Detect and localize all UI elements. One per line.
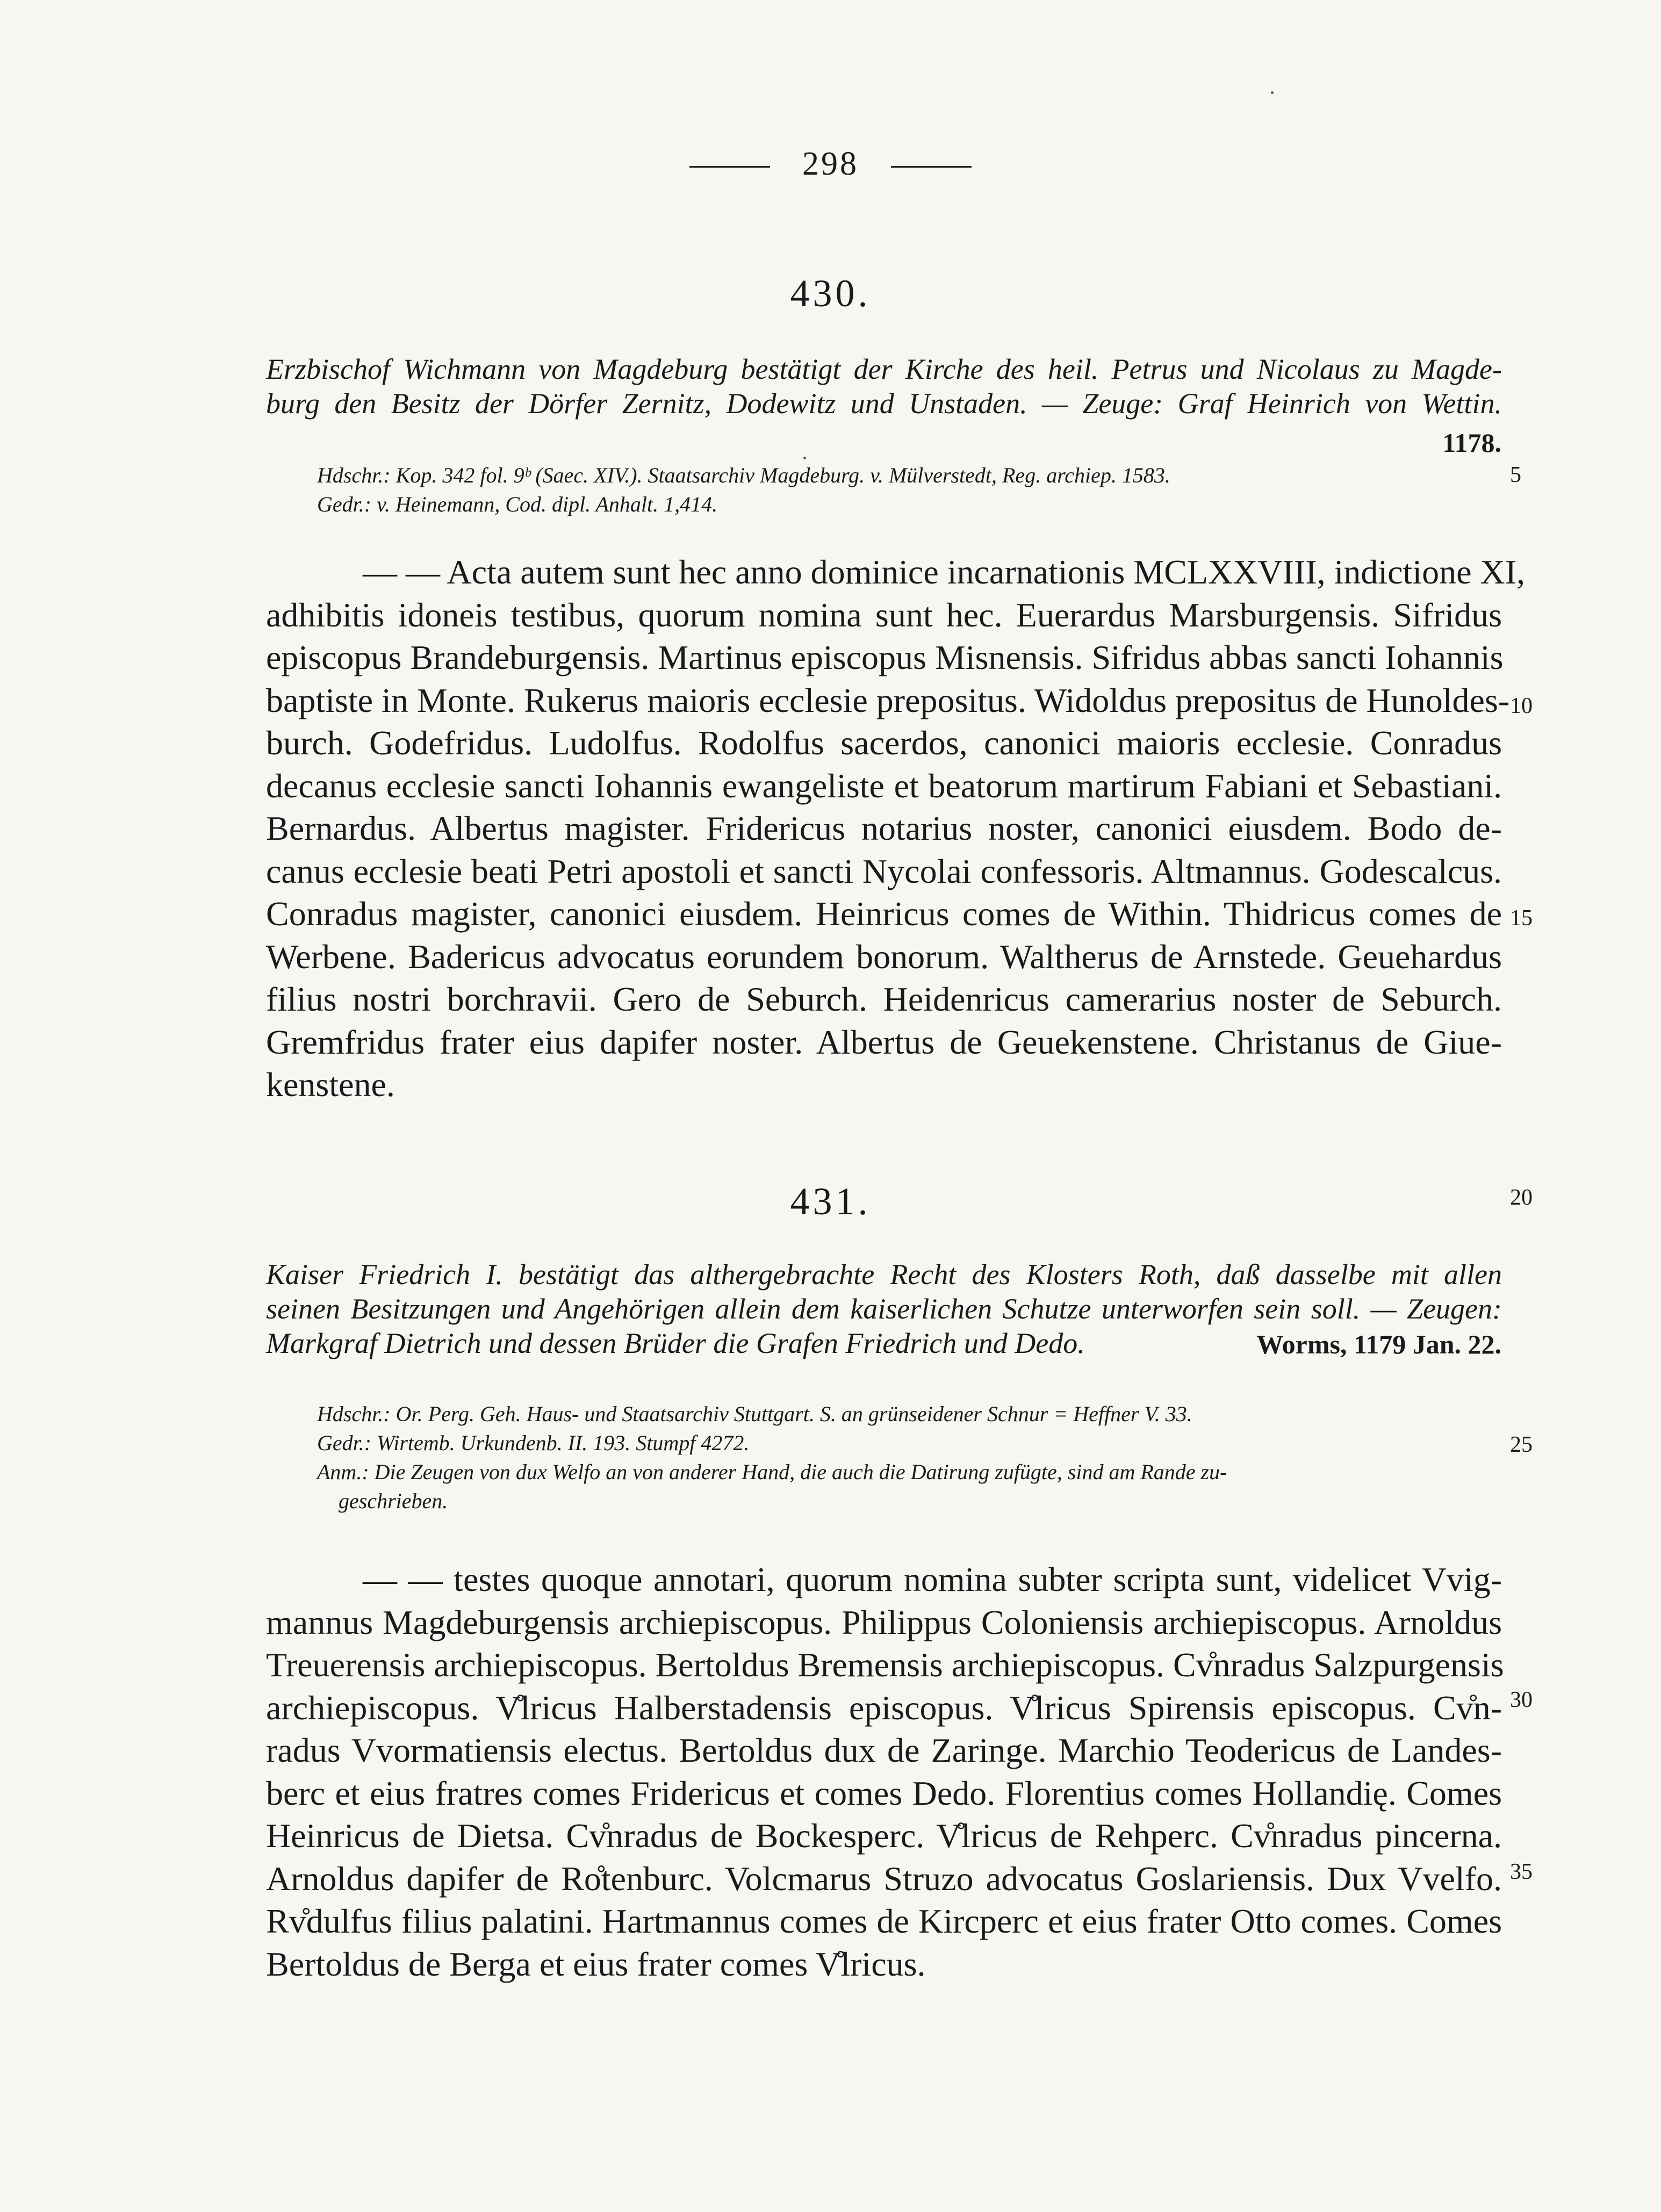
- text-line: archiepiscopus. V̊lricus Halberstadensis episcopus. V̊lricus Spirensis episcopus. Cv̊n-: [266, 1688, 1502, 1727]
- text-line: — — Acta autem sunt hec anno dominice incarnationis MCLXXVIII, indictione XI,: [363, 553, 1526, 591]
- text-line: Bertoldus de Berga et eius frater comes V̊lricus.: [266, 1944, 926, 1983]
- margin-line-number: 20: [1510, 1185, 1533, 1210]
- text-line: Bernardus. Albertus magister. Fridericus notarius noster, canonici eiusdem. Bodo de-: [266, 809, 1502, 847]
- entry-431-sources: [317, 1400, 1499, 1516]
- text-line: Arnoldus dapifer de Ro̊tenburc. Volcmarus Struzo advocatus Goslariensis. Dux Vvelfo.: [266, 1859, 1502, 1898]
- page-number: 298: [802, 146, 859, 182]
- text-line: decanus ecclesie sancti Iohannis ewangeliste et beatorum martirum Fabiani et Sebastiani.: [266, 766, 1502, 805]
- source-line: Hdschr.: Kop. 342 fol. 9ᵇ (Saec. XIV.). Staatsarchiv Magdeburg. v. Mülverstedt, Reg. archiep. 1583.: [317, 463, 1170, 487]
- text-line: burch. Godefridus. Ludolfus. Rodolfus sacerdos, canonici maioris ecclesie. Conradus: [266, 724, 1502, 762]
- regest-line: Erzbischof Wichmann von Magdeburg bestätigt der Kirche des heil. Petrus und Nicolaus zu Magde-: [266, 353, 1502, 385]
- source-line: Hdschr.: Or. Perg. Geh. Haus- und Staatsarchiv Stuttgart. S. an grünseidener Schnur = Heffner V. 33.: [317, 1402, 1192, 1426]
- text-line: filius nostri borchravii. Gero de Seburch. Heidenricus camerarius noster de Seburch.: [266, 980, 1502, 1018]
- text-line: mannus Magdeburgensis archiepiscopus. Philippus Coloniensis archiepiscopus. Arnoldus: [266, 1603, 1502, 1641]
- text-line: episcopus Brandeburgensis. Martinus episcopus Misnensis. Sifridus abbas sancti Iohannis: [266, 638, 1504, 676]
- source-line: Gedr.: v. Heinemann, Cod. dipl. Anhalt. 1,414.: [317, 492, 718, 516]
- entry-431-date: Worms, 1179 Jan. 22.: [1256, 1329, 1501, 1359]
- source-line: Anm.: Die Zeugen von dux Welfo an von anderer Hand, die auch die Datirung zufügte, sind am Rande zu-: [317, 1460, 1227, 1484]
- margin-line-number: 5: [1510, 463, 1521, 487]
- text-line: berc et eius fratres comes Fridericus et comes Dedo. Florentius comes Hollandię. Comes: [266, 1774, 1502, 1812]
- regest-line: Kaiser Friedrich I. bestätigt das althergebrachte Recht des Klosters Roth, daß dasselbe mit allen: [266, 1258, 1502, 1291]
- margin-line-number: 15: [1510, 906, 1533, 931]
- page-header: [0, 145, 1661, 183]
- text-line: baptiste in Monte. Rukerus maioris ecclesie prepositus. Widoldus prepositus de Hunoldes-: [266, 681, 1510, 719]
- entry-number-430: 430.: [790, 272, 871, 315]
- margin-line-number: 10: [1510, 694, 1533, 718]
- text-line: — — testes quoque annotari, quorum nomina subter scripta sunt, videlicet Vvig-: [363, 1560, 1502, 1598]
- text-line: kenstene.: [266, 1065, 395, 1104]
- header-dash-left: [689, 166, 770, 168]
- scan-speck: [803, 457, 806, 459]
- source-line: geschrieben.: [339, 1489, 448, 1513]
- entry-430-sources: [317, 461, 1499, 519]
- text-line: Conradus magister, canonici eiusdem. Heinricus comes de Within. Thidricus comes de: [266, 895, 1502, 933]
- text-line: Rv̊dulfus filius palatini. Hartmannus comes de Kircperc et eius frater Otto comes. Comes: [266, 1902, 1502, 1940]
- regest-line: burg den Besitz der Dörfer Zernitz, Dodewitz und Unstaden. — Zeuge: Graf Heinrich von Wettin.: [266, 387, 1502, 420]
- text-line: radus Vvormatiensis electus. Bertoldus dux de Zaringe. Marchio Teodericus de Landes-: [266, 1731, 1502, 1769]
- margin-line-number: 25: [1510, 1432, 1533, 1457]
- entry-431-text: [266, 1558, 1502, 1985]
- text-line: canus ecclesie beati Petri apostoli et sancti Nycolai confessoris. Altmannus. Godescalcus.: [266, 852, 1502, 890]
- scan-speck: [1271, 91, 1274, 94]
- source-line: Gedr.: Wirtemb. Urkundenb. II. 193. Stumpf 4272.: [317, 1431, 750, 1455]
- margin-line-number: 35: [1510, 1860, 1533, 1884]
- entry-number-431: 431.: [790, 1180, 871, 1223]
- regest-line: seinen Besitzungen und Angehörigen allein dem kaiserlichen Schutze unterworfen sein soll. — Zeugen:: [266, 1293, 1502, 1325]
- text-line: Werbene. Badericus advocatus eorundem bonorum. Waltherus de Arnstede. Geuehardus: [266, 937, 1502, 976]
- margin-line-number: 30: [1510, 1688, 1533, 1712]
- entry-430-regest: [266, 352, 1502, 421]
- regest-line: Markgraf Dietrich und dessen Brüder die Grafen Friedrich und Dedo.: [266, 1327, 1085, 1359]
- header-dash-right: [891, 166, 972, 168]
- entry-430-date: 1178.: [1442, 428, 1501, 458]
- text-line: Heinricus de Dietsa. Cv̊nradus de Bockesperc. V̊lricus de Rehperc. Cv̊nradus pincerna.: [266, 1817, 1502, 1855]
- text-line: Gremfridus frater eius dapifer noster. Albertus de Geuekenstene. Christanus de Giue-: [266, 1022, 1502, 1061]
- text-line: Treuerensis archiepiscopus. Bertoldus Bremensis archiepiscopus. Cv̊nradus Salzpurgensis: [266, 1646, 1504, 1684]
- text-line: adhibitis idoneis testibus, quorum nomina sunt hec. Euerardus Marsburgensis. Sifridus: [266, 595, 1502, 634]
